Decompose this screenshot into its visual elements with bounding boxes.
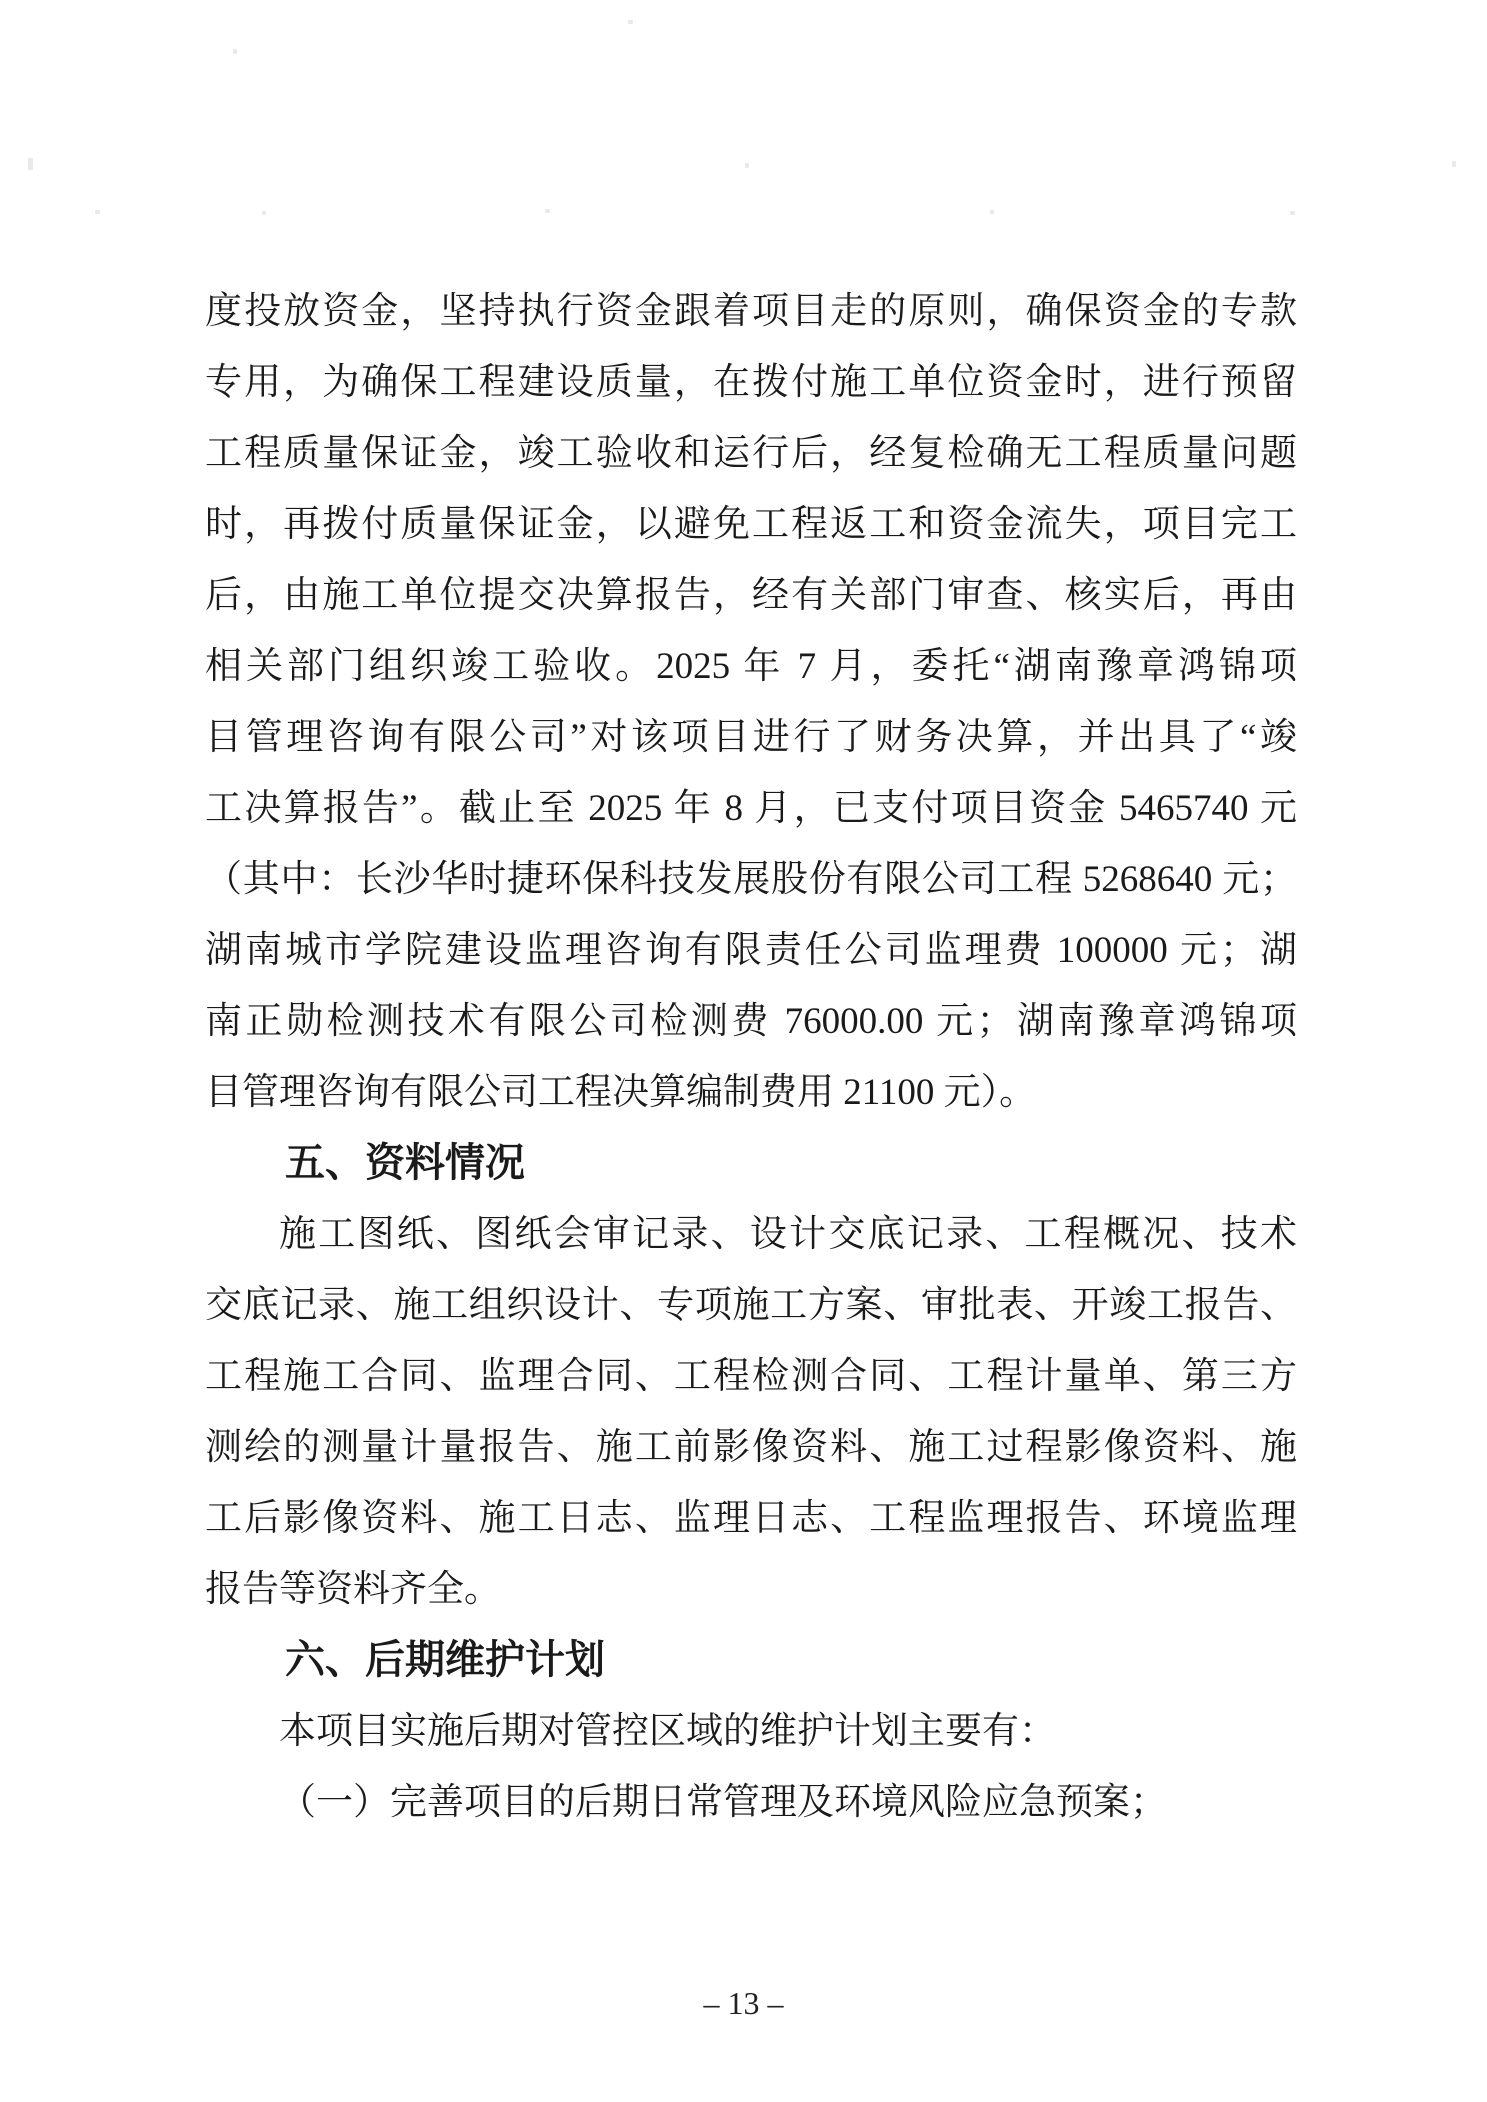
paragraph-funding-line: 湖南城市学院建设监理咨询有限责任公司监理费 100000 元；湖 [205, 930, 1297, 971]
scan-artifact [28, 158, 33, 170]
paragraph-materials-line: 工后影像资料、施工日志、监理日志、工程监理报告、环境监理 [205, 1498, 1297, 1539]
paragraph-funding-line: 南正勋检测技术有限公司检测费 76000.00 元；湖南豫章鸿锦项 [205, 1001, 1297, 1042]
scan-artifact [262, 211, 266, 215]
paragraph-materials-line: 交底记录、施工组织设计、专项施工方案、审批表、开竣工报告、 [205, 1285, 1297, 1326]
paragraph-funding-line: 后，由施工单位提交决算报告，经有关部门审查、核实后，再由 [205, 575, 1297, 616]
scan-artifact [990, 210, 994, 214]
scan-artifact [1452, 161, 1456, 167]
paragraph-funding-line: 工程质量保证金，竣工验收和运行后，经复检确无工程质量问题 [205, 433, 1297, 474]
paragraph-funding-line: 工决算报告”。截止至 2025 年 8 月，已支付项目资金 5465740 元 [205, 788, 1297, 829]
paragraph-materials-line: 工程施工合同、监理合同、工程检测合同、工程计量单、第三方 [205, 1356, 1297, 1397]
paragraph-materials-line: 施工图纸、图纸会审记录、设计交底记录、工程概况、技术 [279, 1214, 1297, 1255]
scan-artifact [95, 210, 100, 214]
paragraph-funding-line: 目管理咨询有限公司”对该项目进行了财务决算，并出具了“竣 [205, 717, 1297, 758]
paragraph-funding-line: 专用，为确保工程建设质量，在拨付施工单位资金时，进行预留 [205, 362, 1297, 403]
paragraph-funding-line: 度投放资金，坚持执行资金跟着项目走的原则，确保资金的专款 [205, 291, 1297, 332]
paragraph-maintenance-intro: 本项目实施后期对管控区域的维护计划主要有： [279, 1711, 1056, 1752]
paragraph-funding-line: 时，再拨付质量保证金，以避免工程返工和资金流失，项目完工 [205, 504, 1297, 545]
maintenance-item-1: （一）完善项目的后期日常管理及环境风险应急预案； [279, 1782, 1167, 1823]
paragraph-funding-line: 相关部门组织竣工验收。2025 年 7 月，委托“湖南豫章鸿锦项 [205, 646, 1297, 687]
scan-artifact [545, 209, 550, 213]
paragraph-materials-line: 测绘的测量计量报告、施工前影像资料、施工过程影像资料、施 [205, 1427, 1297, 1468]
paragraph-funding-line: （其中：长沙华时捷环保科技发展股份有限公司工程 5268640 元； [205, 859, 1297, 900]
page-body-text [205, 276, 1297, 1838]
scan-artifact [233, 49, 237, 54]
scan-artifact [1290, 211, 1295, 215]
paragraph-materials-line: 报告等资料齐全。 [205, 1569, 501, 1610]
paragraph-funding-line: 目管理咨询有限公司工程决算编制费用 21100 元）。 [205, 1072, 1037, 1113]
page-number: – 13 – [703, 1985, 784, 2021]
section-heading-materials: 五、资料情况 [285, 1141, 525, 1185]
section-heading-maintenance: 六、后期维护计划 [285, 1638, 605, 1682]
scan-artifact [745, 163, 749, 168]
scan-artifact [628, 20, 633, 24]
